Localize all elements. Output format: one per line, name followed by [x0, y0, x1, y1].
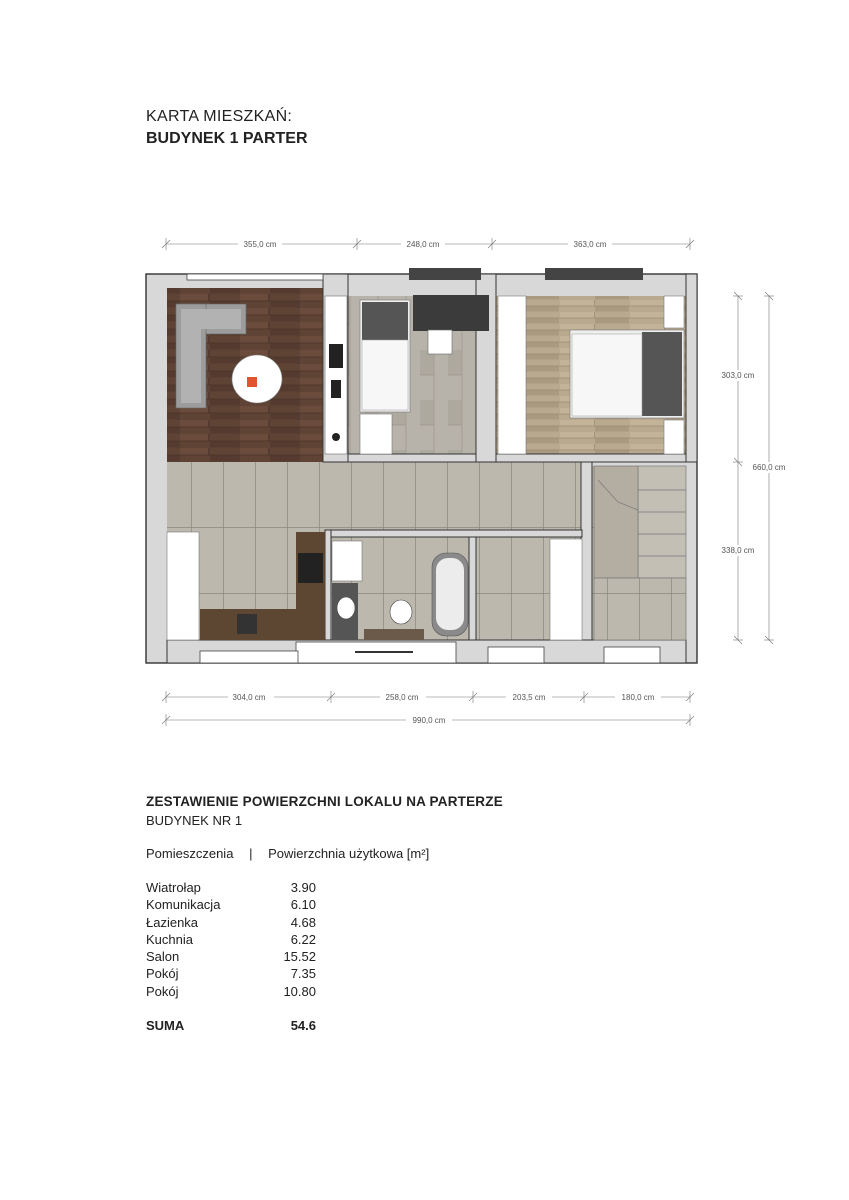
chair: [428, 330, 452, 354]
list-item: [146, 879, 746, 896]
list-item: [146, 914, 746, 931]
bathroom-cabinet: [332, 541, 362, 581]
bedroom-nightstand: [664, 296, 684, 328]
dim-bottom-1: 304,0 cm: [232, 693, 266, 702]
hall-floor: [167, 462, 581, 530]
list-item: [146, 965, 746, 982]
list-item: [146, 931, 746, 948]
kitchen-fridge: [167, 532, 199, 640]
total-value: 54.6: [290, 1018, 316, 1034]
room-area: 4.68: [290, 914, 316, 930]
bedroom-bed: [570, 330, 684, 418]
room-area: 7.35: [290, 966, 316, 982]
summary-column-headers: [146, 846, 746, 861]
total-label: SUMA: [146, 1018, 185, 1034]
room-area: 6.22: [290, 931, 316, 947]
room-list: [146, 879, 746, 1000]
list-item: [146, 948, 746, 965]
small-room-bed: [360, 300, 410, 412]
room-name: Kuchnia: [146, 931, 193, 947]
col-separator: |: [249, 846, 253, 861]
dim-right-2: 338,0 cm: [721, 546, 755, 555]
wardrobe-small: [360, 414, 392, 454]
summary-total: [146, 1018, 746, 1035]
decor-object: [247, 377, 257, 387]
list-item: [146, 896, 746, 913]
dim-bottom-3: 203,5 cm: [512, 693, 546, 702]
col-area-label: Powierzchnia użytkowa [m²]: [268, 846, 430, 861]
desk: [413, 295, 489, 331]
room-name: Pokój: [146, 966, 179, 982]
cooktop: [298, 553, 323, 583]
room-area: 3.90: [290, 880, 316, 895]
room-name: Wiatrołap: [146, 880, 201, 895]
toilet: [390, 600, 412, 624]
room-area: 6.10: [290, 897, 316, 913]
room-area: 10.80: [283, 983, 316, 999]
dim-top-2: 248,0 cm: [406, 240, 440, 249]
bedroom-wardrobe: [498, 296, 526, 454]
dim-bottom-2: 258,0 cm: [385, 693, 419, 702]
summary-subtitle: BUDYNEK NR 1: [146, 813, 243, 828]
header-subtitle: BUDYNEK 1 PARTER: [146, 130, 308, 147]
dim-top-1: 355,0 cm: [243, 240, 277, 249]
summary-title: ZESTAWIENIE POWIERZCHNI LOKALU NA PARTERZE: [146, 794, 503, 809]
dim-bottom-4: 180,0 cm: [621, 693, 655, 702]
kitchen-counter-side: [296, 532, 325, 640]
room-name: Łazienka: [146, 914, 199, 930]
kitchen-sink: [237, 614, 257, 634]
room-name: Pokój: [146, 983, 179, 999]
header-title: KARTA MIESZKAŃ:: [146, 108, 293, 125]
list-item: [146, 983, 746, 1000]
room-name: Salon: [146, 949, 180, 965]
tv-cabinet: [325, 296, 347, 454]
dim-right-total: 660,0 cm: [752, 463, 786, 472]
col-rooms-label: Pomieszczenia: [146, 846, 234, 861]
area-summary: [146, 794, 746, 1035]
dim-right-1: 303,0 cm: [721, 371, 755, 380]
staircase: [594, 466, 686, 640]
room-area: 15.52: [283, 949, 316, 965]
dim-top-3: 363,0 cm: [573, 240, 607, 249]
washbasin: [337, 597, 355, 619]
vestibule-wardrobe: [550, 539, 582, 640]
room-name: Komunikacja: [146, 897, 221, 913]
dim-total-width: 990,0 cm: [412, 716, 446, 725]
